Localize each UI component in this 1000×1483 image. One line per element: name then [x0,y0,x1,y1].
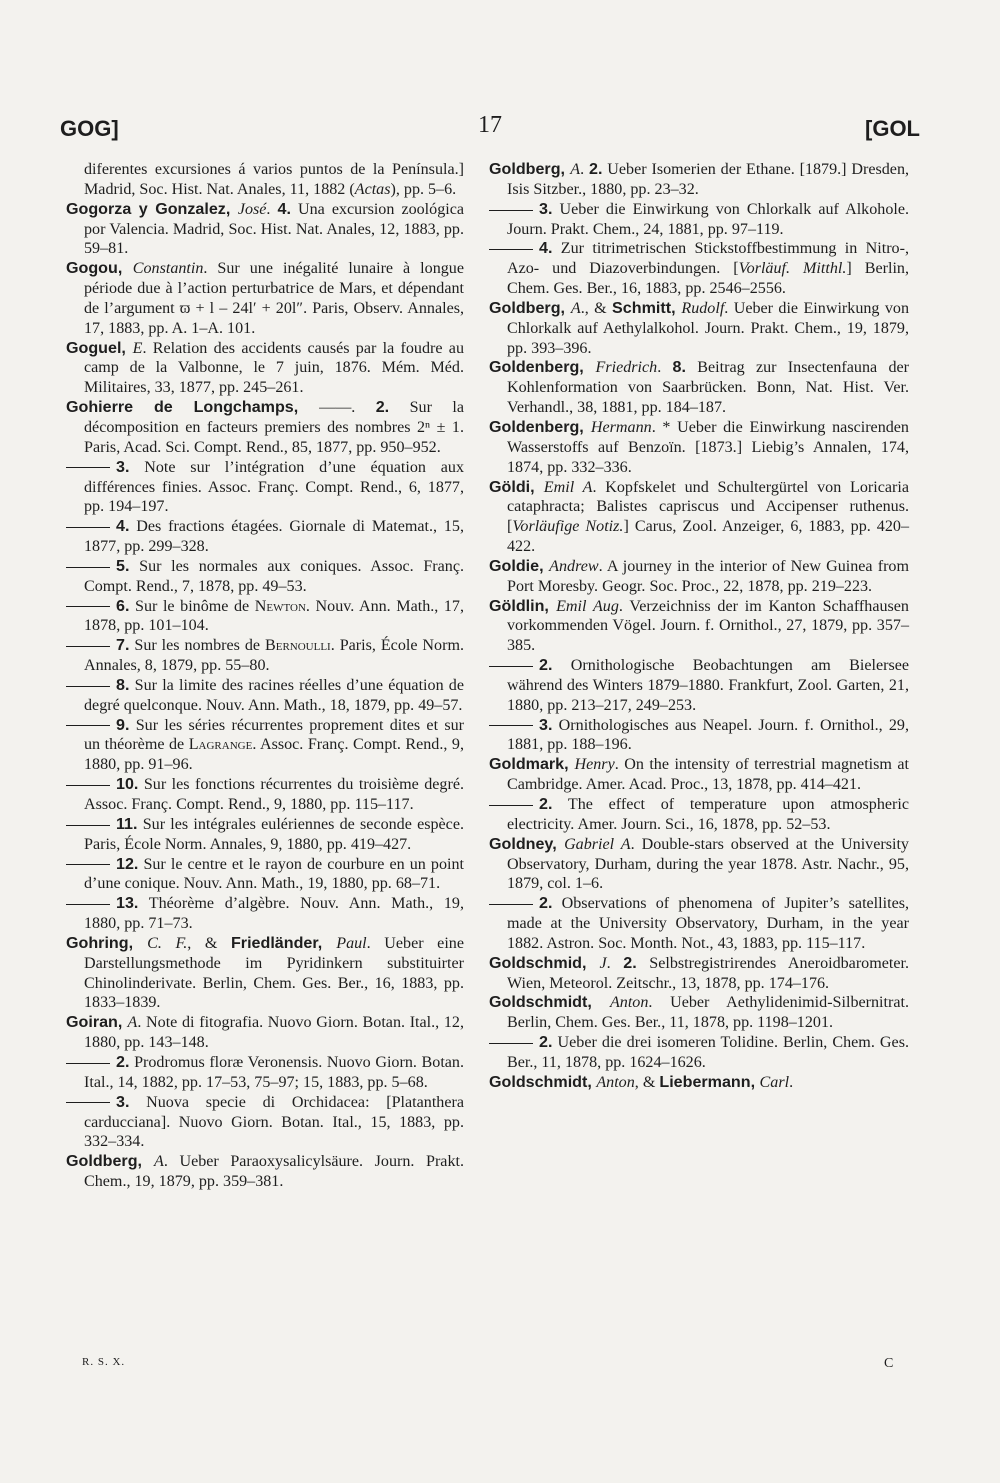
ditto-rule [489,904,533,905]
entry-text: E [132,339,143,357]
entry-heading: Gogorza y Gonzalez, [66,199,238,218]
bibliography-entry [489,656,909,716]
entry-heading: 2. [539,894,553,913]
entry-text: . [606,954,624,972]
bibliography-entry [489,299,909,359]
ditto-rule [66,606,110,607]
page-header [60,112,920,148]
bibliography-entry [66,398,464,458]
ditto-rule [66,1063,110,1064]
entry-heading: 2. [539,795,553,813]
bibliography-entry [489,557,909,597]
entry-text: Théorème d’algèbre. Nouv. Ann. Math., 19, 1880, pp. 71–73. [84,895,464,933]
entry-text: . [657,359,673,377]
entry-text: Friedrich [595,359,658,377]
entry-heading: 8. [116,675,130,694]
bibliography-entry [66,557,464,597]
bibliography-entry [489,597,909,657]
header-right-guide: [GOL [865,116,920,141]
entry-text: Newton [254,597,306,615]
entry-heading: 2. [375,398,390,417]
entry-heading: 2. [116,1052,130,1071]
entry-text: Emil Aug [556,597,619,615]
gathering-letter: C [884,1356,895,1371]
entry-text: . Nouv. Ann. Math., 17, 1878, pp. 101–104. [84,597,464,635]
bibliography-entry [66,855,464,895]
entry-text: . Double-stars observed at the University Observatory, Durham, during the year 1878. Astr. Nachr., 95, 1879, col. 1–6. [507,835,909,893]
entry-heading: Goldenberg, [489,358,596,377]
bibliography-entry [66,1093,464,1153]
entry-heading: 4. [277,199,291,218]
entry-heading: 3. [116,457,130,476]
entry-text: . Note di fitografia. Nuovo Giorn. Botan. Ital., 12, 1880, pp. 143–148. [84,1014,464,1052]
entry-text: A [570,299,581,317]
bibliography-entry [66,1152,464,1192]
entry-text: . Sur une inégalité lunaire à longue période due à l’action perturbatrice de Mars, et dépendant de l’argument ϖ + l – 24l′ + 20l″. Paris, Observ. Annales, 17, 1883, pp. A. 1–A. 101. [84,260,464,337]
entry-text: Sur le binôme de [129,597,255,615]
entry-text: Paul [336,934,367,952]
entry-heading: Friedländer, [230,933,337,952]
entry-heading: Göldi, [489,477,544,496]
bibliography-entry [66,894,464,934]
bibliography-entry [66,458,464,518]
entry-text: . On the intensity of terrestrial magnetism at Cambridge. Amer. Acad. Proc., 13, 1878, pp. 414–421. [507,756,909,794]
entry-text: Zur titrimetrischen Stickstoffbestimmung in Nitro-, Azo- und Diazoverbindungen. [ [507,240,909,278]
bibliography-entry [489,716,909,756]
entry-heading: 5. [116,556,130,575]
bibliography-entry [489,478,909,557]
bibliography-entry [489,993,909,1033]
entry-heading: 2. [623,953,637,972]
bibliography-entry [489,1033,909,1073]
ditto-rule [66,467,110,468]
entry-heading: 8. [672,358,686,377]
entry-text: . Verzeichniss der im Kanton Schaffhausen vorkommenden Vögel. Journ. f. Ornithol., 27, 1879, pp. 357–385. [507,597,909,655]
entry-text: . [266,200,278,218]
ditto-rule [66,567,110,568]
entry-heading: Goldie, [489,556,550,575]
page-number: 17 [478,112,502,138]
entry-text: Ueber die Einwirkung von Chlorkalk auf Alkohole. Journ. Prakt. Chem., 24, 1881, pp. 97–119. [507,200,909,238]
entry-text: Henry [574,756,615,774]
ditto-rule [66,725,110,726]
ditto-rule [66,825,110,826]
entry-text: Rudolf [681,299,725,317]
bibliography-entry [489,358,909,418]
entry-heading: 3. [116,1092,130,1111]
entry-text: Bernoulli [265,637,331,655]
bibliography-entry [489,418,909,478]
bibliography-entry [489,200,909,240]
header-left-guide: GOG] [60,116,119,141]
entry-text: Sur les nombres de [129,637,265,655]
ditto-rule [489,1043,533,1044]
signature-mark: R. S. X. [82,1356,126,1368]
entry-heading: 2. [539,656,553,675]
entry-text: Andrew [549,557,599,575]
entry-heading: Gohierre de Longchamps, [66,398,320,417]
entry-heading: 6. [116,596,130,615]
entry-text: . [580,161,590,178]
ditto-rule [66,785,110,786]
entry-text: Des fractions étagées. Giornale di Matemat., 15, 1877, pp. 299–328. [84,518,464,556]
bibliography-entry [66,676,464,716]
entry-heading: Goldschmid, [489,953,600,972]
entry-text: Ueber die drei isomeren Tolidine. Berlin, Chem. Ges. Ber., 11, 1878, pp. 1624–1626. [507,1034,909,1071]
ditto-rule [489,805,533,806]
ditto-rule [66,864,110,865]
entry-heading: Goldberg, [489,160,571,178]
entry-text: Emil A [543,478,593,496]
bibliography-entry [66,775,464,815]
bibliography-entry [66,339,464,399]
ditto-rule [489,249,533,250]
ditto-rule [489,666,533,667]
entry-heading: 2. [539,1033,553,1052]
entry-text: Ornithologisches aus Neapel. Journ. f. Ornithol., 29, 1881, pp. 188–196. [507,716,909,754]
entry-text: Vorläuf. Mitthl. [738,260,847,278]
entry-text: Sur les intégrales eulériennes de seconde espèce. Paris, École Norm. Annales, 9, 1880, pp. 419–427. [84,815,464,853]
entry-heading: 12. [116,854,139,873]
entry-heading: 13. [116,894,139,913]
entry-text: . Paris, École Norm. Annales, 8, 1879, pp. 55–80. [84,637,464,675]
entry-text: . [789,1073,794,1091]
entry-text: Sur les séries récurrentes proprement dites et sur un théorème de [84,716,464,754]
entry-heading: Gohring, [66,933,148,952]
bibliography-entry [489,239,909,299]
bibliography-entry [489,160,909,200]
entry-heading: Goldmark, [489,755,575,774]
entry-heading: 4. [116,517,130,536]
ditto-rule [66,527,110,528]
entry-heading: 11. [116,814,138,833]
entry-text: A [570,161,581,178]
entry-text: . Ueber eine Darstellungsmethode im Pyridinkern substituirter Chinolinderivate. Berlin, Chem. Ges. Ber., 16, 1883, pp. 1833–1839. [84,934,464,1012]
entry-text: Sur le centre et le rayon de courbure en un point d’une conique. Nouv. Ann. Math., 19, 1880, pp. 68–71. [84,855,464,893]
entry-text: ] Berlin, Chem. Ges. Ber., 16, 1883, pp. 2546–2556. [507,260,909,298]
entry-heading: Goldenberg, [489,417,591,436]
entry-text: . Ueber Paraoxysalicylsäure. Journ. Prakt. Chem., 19, 1879, pp. 359–381. [84,1153,464,1191]
entry-heading: Goldberg, [489,298,571,317]
entry-text: C. F. [147,934,188,952]
entry-text: Ornithologische Beobachtungen am Bielersee während des Winters 1879–1880. Frankfurt, Zool. Garten, 21, 1880, pp. 213–217, 249–253. [507,657,909,714]
entry-text: Nuova specie di Orchidacea: [Platanthera carducciana]. Nuovo Giorn. Botan. Ital., 15, 1883, pp. 332–334. [84,1093,464,1151]
entry-text: Carl [759,1073,790,1091]
ditto-rule [66,1102,110,1103]
entry-text: Vorläufige Notiz. [512,518,624,536]
entry-text: . Ueber die Einwirkung von Chlorkalk auf Aethylalkohol. Journ. Prakt. Chem., 19, 1879, pp. 393–396. [507,299,909,357]
entry-heading: Schmitt, [612,298,682,317]
entry-heading: Goldschmidt, [489,1072,597,1091]
entry-text: Hermann [590,418,652,436]
right-column [489,160,909,1093]
entry-text: ——. [319,399,376,417]
bibliography-entry [66,636,464,676]
ditto-rule [66,686,110,687]
entry-text: Gabriel A [564,835,631,853]
entry-heading: Goiran, [66,1013,128,1032]
entry-heading: 9. [116,715,130,734]
entry-text: , & [187,934,231,952]
bibliography-entry [489,795,909,835]
left-column [66,160,464,1192]
entry-heading: 7. [116,636,130,655]
entry-heading: Liebermann, [659,1072,760,1091]
entry-heading: Gogou, [66,259,133,278]
bibliography-entry [489,954,909,994]
entry-text: Lagrange [188,736,253,754]
entry-text: Selbstregistrirendes Aneroidbarometer. Wien, Meteorol. Zeitschr., 13, 1878, pp. 174–176. [507,954,910,992]
entry-text: Anton [609,994,649,1012]
entry-text: ), pp. 5–6. [390,180,457,198]
bibliography-entry [66,716,464,776]
bibliography-entry [66,160,464,200]
ditto-rule [489,725,533,726]
entry-heading: 3. [539,199,553,218]
entry-text: . A journey in the interior of New Guinea from Port Moresby. Geogr. Soc. Proc., 22, 1878, pp. 219–223. [507,557,909,595]
entry-text: Beitrag zur Insectenfauna der Kohlenformation von Saarbrücken. Bonn, Nat. Hist. Ver. Verhandl., 38, 1881, pp. 184–187. [507,359,909,417]
entry-text: . Assoc. Franç. Compt. Rend., 9, 1880, pp. 91–96. [84,736,464,774]
entry-text: Actas [354,180,391,198]
entry-text: Una excursion zoológica por Valencia. Madrid, Soc. Hist. Nat. Anales, 12, 1883, pp. 59–81. [84,200,465,258]
ditto-rule [66,904,110,905]
entry-text: . Ueber Aethylidenimid-Silbernitrat. Berlin, Chem. Ges. Ber., 11, 1878, pp. 1198–1201. [507,994,909,1032]
entry-heading: 2. [589,160,603,178]
bibliography-entry [66,1013,464,1053]
entry-heading: 10. [116,775,139,794]
entry-text: Sur la limite des racines réelles d’une équation de degré quelconque. Nouv. Ann. Math., 18, 1879, pp. 49–57. [84,676,464,714]
entry-text: , & [634,1073,660,1091]
entry-heading: Goldschmidt, [489,993,610,1012]
entry-text: diferentes excursiones á varios puntos de la Península.] Madrid, Soc. Hist. Nat. Anales, 11, 1882 ( [84,161,464,198]
bibliography-entry [66,200,464,260]
entry-text: Sur les fonctions récurrentes du troisième degré. Assoc. Franç. Compt. Rend., 9, 1880, pp. 115–117. [84,776,464,813]
bibliography-entry [66,597,464,637]
entry-heading: Goldney, [489,834,565,853]
bibliography-entry [489,835,909,895]
entry-text: . Relation des accidents causés par la foudre au camp de la Valbonne, le 7 juin, 1876. Mém. Méd. Militaires, 33, 1877, pp. 245–261. [84,339,464,397]
bibliography-entry [66,1053,464,1093]
entry-text: J [599,954,607,972]
bibliography-entry [489,1073,909,1093]
bibliography-entry [489,755,909,795]
entry-text: Anton [596,1073,635,1091]
entry-text: A [127,1014,138,1032]
bibliography-entry [66,259,464,338]
entry-heading: Göldlin, [489,596,557,615]
entry-heading: 4. [539,239,553,258]
ditto-rule [66,646,110,647]
entry-text: Note sur l’intégration d’une équation aux différences finies. Assoc. Franç. Compt. Rend., 6, 1877, pp. 194–197. [84,458,464,516]
ditto-rule [489,210,533,211]
entry-text: Sur les normales aux coniques. Assoc. Franç. Compt. Rend., 7, 1878, pp. 49–53. [84,557,464,595]
entry-text: ., & [580,299,613,317]
bibliography-entry [66,815,464,855]
entry-text: The effect of temperature upon atmospheric electricity. Amer. Journ. Sci., 16, 1878, pp. 52–53. [507,796,909,833]
entry-text: A [154,1153,164,1171]
bibliography-entry [66,517,464,557]
entry-text: . Kopfskelet und Schultergürtel von Loricaria cataphracta; Balistes capriscus und Accipenser ruthenus. [ [507,478,909,536]
entry-text: Observations of phenomena of Jupiter’s satellites, made at the University Observatory, Durham, in the year 1882. Astron. Soc. Month. Not., 43, 1883, pp. 115–117. [507,895,909,952]
entry-text: ] Carus, Zool. Anzeiger, 6, 1883, pp. 420–422. [507,518,909,556]
bibliography-entry [66,934,464,1013]
bibliography-entry [489,894,909,954]
entry-text: José [237,200,267,218]
entry-text: . * Ueber die Einwirkung nascirenden Wasserstoffs auf Benzoïn. [1873.] Liebig’s Annalen, 174, 1874, pp. 332–336. [507,418,909,476]
entry-heading: Goguel, [66,338,133,357]
entry-text: Prodromus floræ Veronensis. Nuovo Giorn. Botan. Ital., 14, 1882, pp. 17–53, 75–97; 15, 1883, pp. 5–68. [84,1053,464,1091]
entry-heading: Goldberg, [66,1152,155,1171]
entry-text: Ueber Isomerien der Ethane. [1879.] Dresden, Isis Sitzber., 1880, pp. 23–32. [507,161,910,198]
entry-heading: 3. [539,715,553,734]
entry-text: Sur la décomposition en facteurs premiers des nombres 2ⁿ ± 1. Paris, Acad. Sci. Compt. Rend., 85, 1877, pp. 950–952. [84,399,464,456]
entry-text: Constantin [132,260,204,278]
